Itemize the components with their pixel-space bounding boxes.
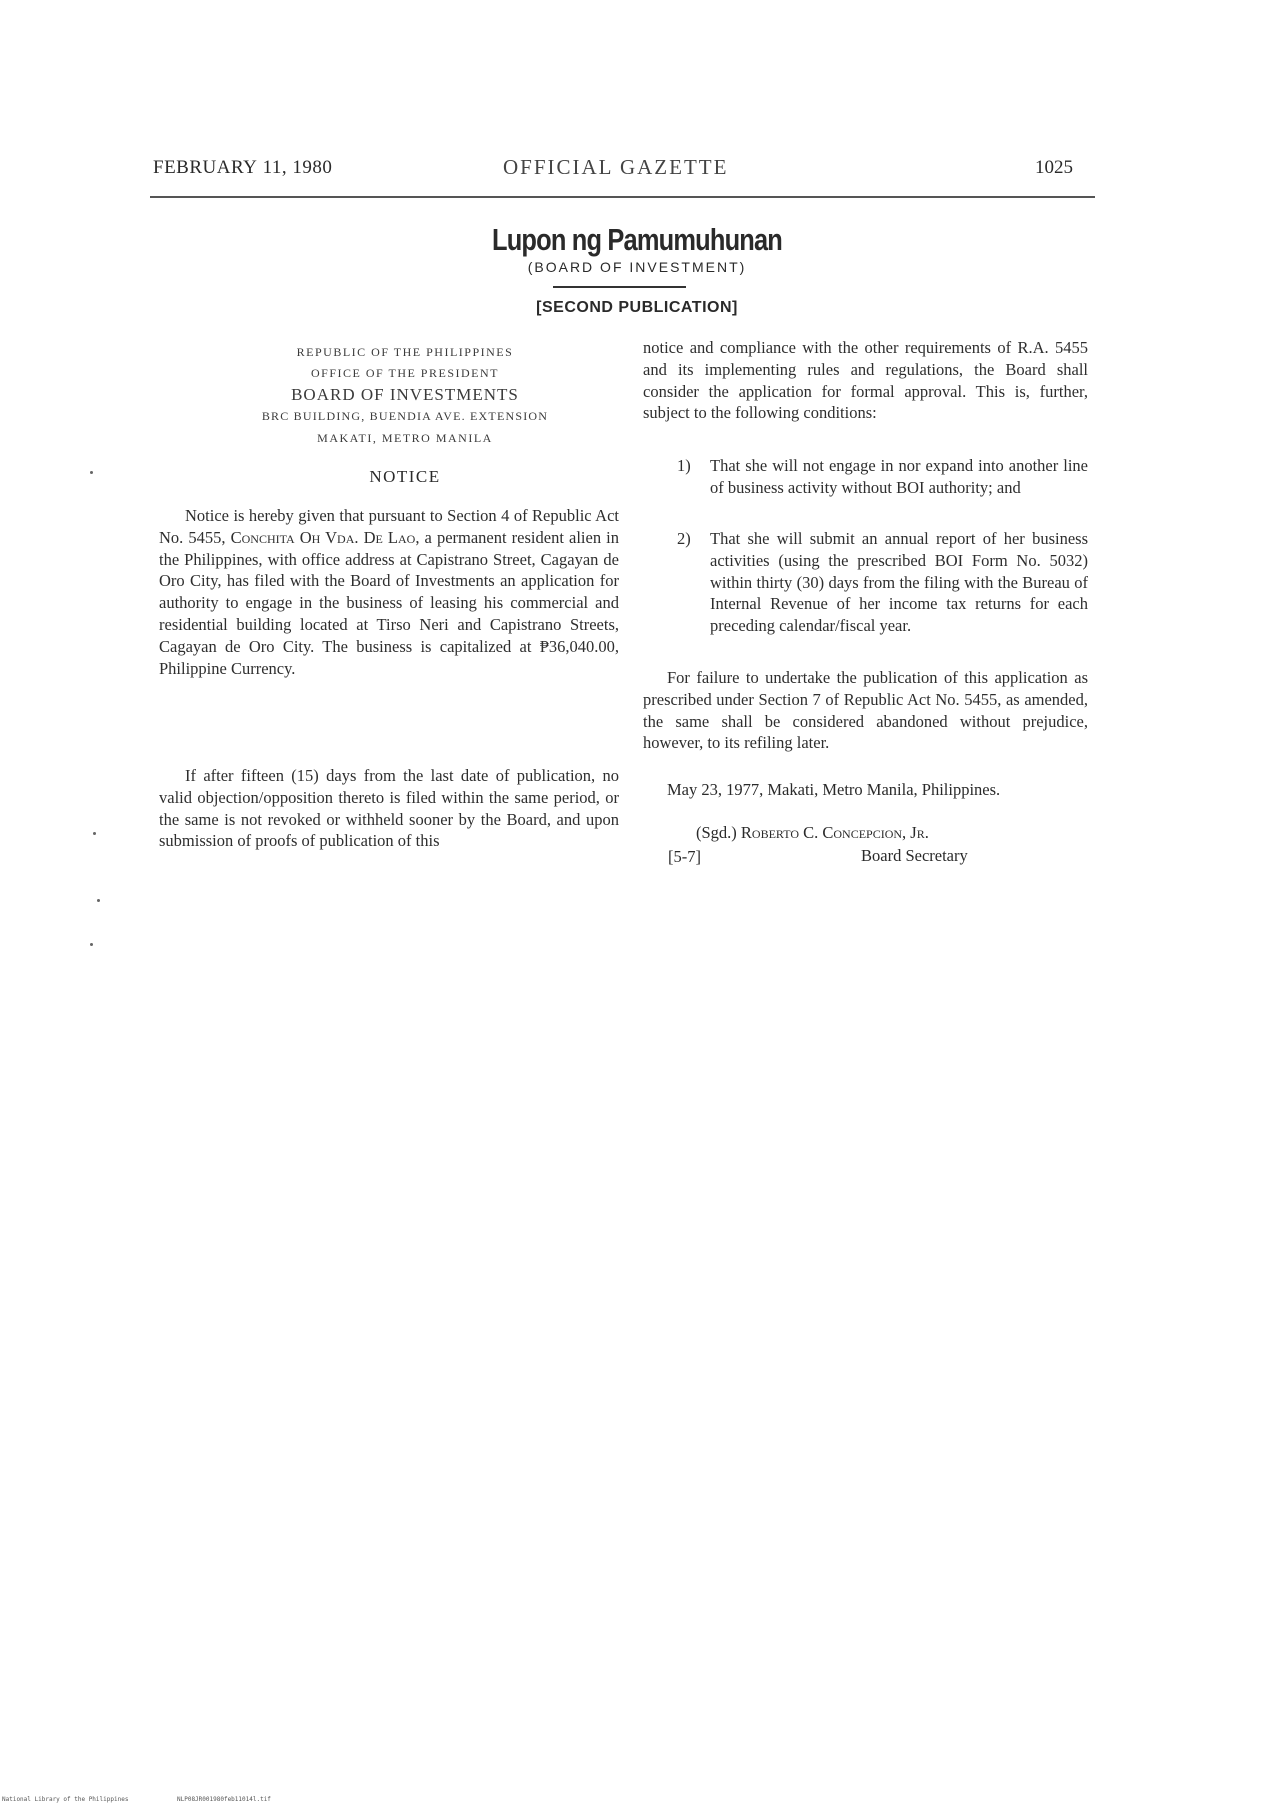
publication-label: [SECOND PUBLICATION]	[536, 299, 738, 316]
title-divider	[553, 286, 686, 288]
scan-speck	[97, 899, 100, 902]
condition-item	[677, 455, 1088, 499]
scan-file-id: NLP08JR001980feb11014l.tif	[177, 1796, 271, 1803]
applicant-name: Conchita Oh Vda. De Lao	[230, 527, 416, 547]
condition-text: That she will submit an annual report of her business activities (using the prescribed BOI Form No. 5032) within thirty (30) days from the filing with the Bureau of Internal Revenue of her income tax returns for each preceding calendar/fiscal year.	[710, 529, 1088, 636]
condition-item	[677, 528, 1088, 637]
condition-number: 2)	[677, 529, 691, 548]
condition-text: That she will not engage in nor expand into another line of business activity without BOI authority; and	[710, 456, 1088, 497]
issue-reference: [5-7]	[668, 847, 701, 866]
issue-date: FEBRUARY 11, 1980	[153, 157, 333, 178]
header-divider	[150, 196, 1095, 198]
address-line-republic: REPUBLIC OF THE PHILIPPINES	[296, 345, 514, 359]
notice-paragraph-4: For failure to undertake the publication of this application as prescribed under Section 7 of Republic Act No. 5455, as amended, the same shall be considered abandoned without prejudice, however, to its refiling later.	[643, 668, 1088, 753]
address-line-building: BRC BUILDING, BUENDIA AVE. EXTENSION	[261, 409, 549, 423]
library-credit: National Library of the Philippines	[2, 1796, 129, 1803]
address-line-board: BOARD OF INVESTMENTS	[291, 385, 519, 404]
page-number: 1025	[1035, 157, 1073, 178]
publication-title: OFFICIAL GAZETTE	[503, 155, 729, 179]
notice-paragraph-2: If after fifteen (15) days from the last date of publication, no valid objection/opposition thereto is filed within the same period, or the same is not revoked or withheld sooner by the Board, and upon submission of proofs of publication of this	[159, 766, 619, 851]
signatory-title: Board Secretary	[861, 846, 968, 865]
notice-paragraph-3: notice and compliance with the other requirements of R.A. 5455 and its implementing rules and regulations, the Board shall consider the application for formal approval. This is, further, subject to the following conditions:	[643, 338, 1088, 423]
signatory-name: Roberto C. Concepcion, Jr.	[740, 823, 929, 842]
notice-paragraph-1: Notice is hereby given that pursuant to Section 4 of Republic Act No. 5455, Conchita Oh Vda. De Lao, a permanent resident alien in the Philippines, with office address at Capistrano Street, Cagayan de Oro City, has filed with the Board of Investments an application for authority to engage in the business of leasing his commercial and residential building located at Tirso Neri and Capistrano Streets, Cagayan de Oro City. The business is capitalized at ₱36,040.00, Philippine Currency.	[159, 506, 619, 678]
address-line-city: MAKATI, METRO MANILA	[317, 431, 493, 445]
address-line-office: OFFICE OF THE PRESIDENT	[311, 366, 499, 380]
agency-subtitle: (BOARD OF INVESTMENT)	[527, 259, 747, 275]
notice-heading: NOTICE	[369, 467, 441, 486]
notice-date-line: May 23, 1977, Makati, Metro Manila, Philippines.	[667, 780, 1001, 799]
condition-number: 1)	[677, 456, 691, 475]
scan-speck	[90, 943, 93, 946]
agency-title: Lupon ng Pamumuhunan	[491, 222, 783, 257]
signature-line: (Sgd.) Roberto C. Concepcion, Jr.	[696, 823, 929, 842]
scan-speck	[90, 471, 93, 474]
scan-speck	[93, 832, 96, 835]
